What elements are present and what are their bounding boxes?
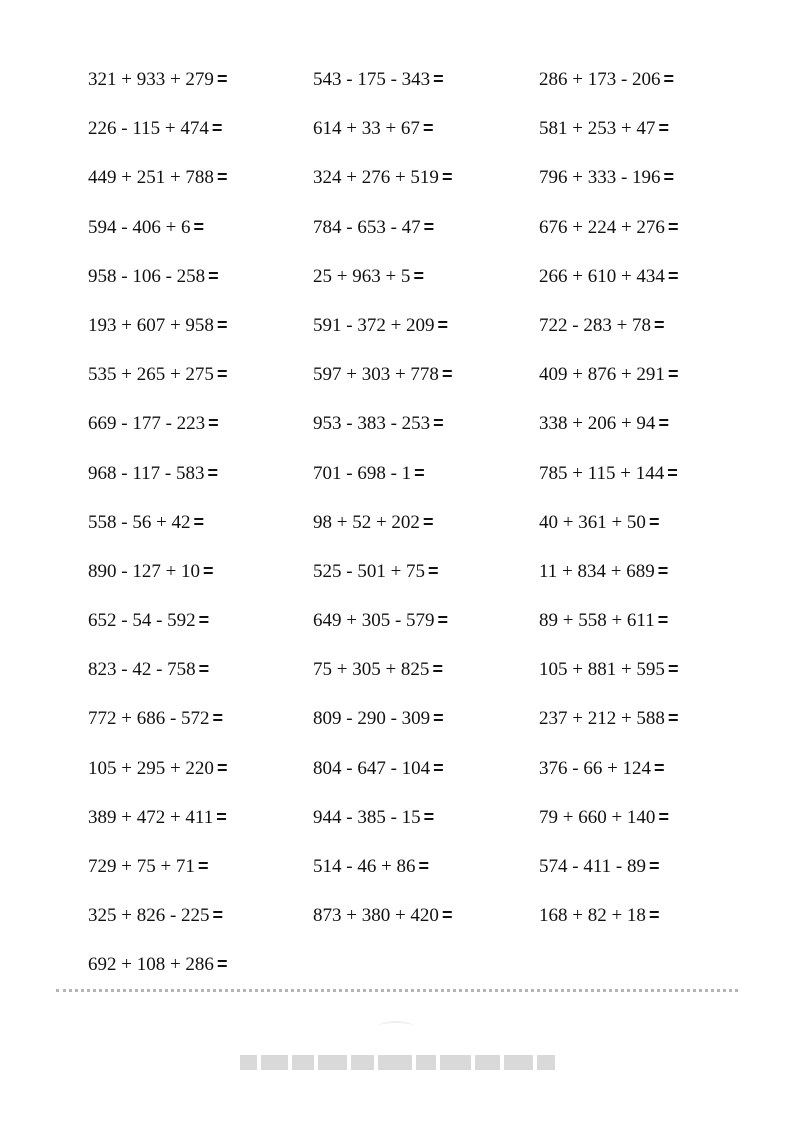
math-problem — [539, 66, 739, 115]
math-problem — [88, 705, 313, 754]
math-problem — [313, 853, 539, 902]
problem-expression: 89 + 558 + 611 — [539, 610, 655, 632]
equals-sign: = — [216, 954, 228, 975]
equals-sign: = — [433, 708, 444, 729]
problem-expression: 389 + 472 + 411 — [88, 806, 214, 828]
equals-sign: = — [437, 314, 449, 335]
math-problem — [88, 656, 313, 705]
problem-expression: 286 + 173 - 206 — [539, 69, 661, 90]
equals-sign: = — [216, 167, 228, 188]
problem-expression: 772 + 686 - 572 — [88, 708, 210, 730]
math-problem — [313, 656, 539, 705]
equals-sign: = — [667, 708, 679, 729]
math-problem — [313, 164, 539, 213]
equals-sign: = — [657, 560, 669, 581]
footer-logo-blur — [378, 1021, 414, 1033]
math-problem — [313, 755, 539, 804]
equals-sign: = — [422, 511, 434, 532]
problem-expression: 785 + 115 + 144 — [539, 462, 665, 484]
problem-expression: 669 - 177 - 223 — [88, 413, 206, 435]
math-problem — [539, 509, 739, 558]
math-problem — [88, 460, 313, 509]
math-problem — [313, 607, 539, 656]
equals-sign: = — [198, 610, 210, 631]
equals-sign: = — [212, 708, 224, 729]
equals-sign: = — [423, 216, 435, 237]
math-problem — [539, 607, 739, 656]
math-problem — [88, 853, 313, 902]
equals-sign: = — [667, 364, 679, 385]
math-problem — [539, 755, 739, 804]
equals-sign: = — [648, 856, 660, 876]
equals-sign: = — [663, 69, 675, 89]
equals-sign: = — [658, 413, 669, 434]
problem-expression: 168 + 82 + 18 — [539, 905, 646, 927]
problem-grid — [88, 66, 739, 1001]
math-problem — [88, 755, 313, 804]
equals-sign: = — [198, 659, 210, 680]
math-problem — [313, 214, 539, 263]
equals-sign: = — [663, 167, 675, 188]
problem-expression: 535 + 265 + 275 — [88, 364, 214, 386]
problem-expression: 237 + 212 + 588 — [539, 708, 665, 730]
problem-expression: 105 + 881 + 595 — [539, 659, 665, 681]
equals-sign: = — [658, 118, 669, 139]
math-problem — [313, 460, 539, 509]
equals-sign: = — [432, 659, 443, 680]
equals-sign: = — [207, 462, 218, 483]
problem-expression: 597 + 303 + 778 — [313, 364, 439, 386]
problem-expression: 614 + 33 + 67 — [313, 118, 420, 140]
math-problem — [313, 804, 539, 853]
math-problem — [88, 607, 313, 656]
math-problem — [88, 558, 313, 607]
equals-sign: = — [423, 806, 435, 827]
problem-expression: 105 + 295 + 220 — [88, 757, 214, 779]
problem-expression: 40 + 361 + 50 — [539, 511, 646, 533]
math-problem — [88, 115, 313, 164]
problem-expression: 525 - 501 + 75 — [313, 560, 426, 582]
problem-expression: 11 + 834 + 689 — [539, 560, 655, 582]
math-problem — [539, 263, 739, 312]
equals-sign: = — [667, 216, 679, 237]
math-problem — [313, 705, 539, 754]
math-problem — [88, 66, 313, 115]
problem-expression: 692 + 108 + 286 — [88, 954, 214, 976]
equals-sign: = — [414, 462, 425, 483]
problem-expression: 594 - 406 + 6 — [88, 216, 191, 238]
equals-sign: = — [208, 265, 219, 286]
problem-expression: 324 + 276 + 519 — [313, 167, 439, 189]
problem-expression: 701 - 698 - 1 — [313, 462, 412, 484]
problem-expression: 729 + 75 + 71 — [88, 856, 195, 877]
equals-sign: = — [216, 364, 228, 385]
problem-expression: 581 + 253 + 47 — [539, 118, 656, 140]
problem-expression: 325 + 826 - 225 — [88, 905, 210, 927]
math-problem — [313, 66, 539, 115]
math-problem — [88, 164, 313, 213]
problem-expression: 784 - 653 - 47 — [313, 216, 421, 238]
problem-expression: 953 - 383 - 253 — [313, 413, 431, 435]
equals-sign: = — [422, 118, 434, 139]
problem-expression: 226 - 115 + 474 — [88, 118, 209, 140]
equals-sign: = — [418, 856, 430, 876]
problem-expression: 321 + 933 + 279 — [88, 69, 214, 90]
equals-sign: = — [208, 413, 219, 434]
math-problem — [313, 410, 539, 459]
equals-sign: = — [413, 265, 424, 286]
equals-sign: = — [428, 560, 439, 581]
problem-expression: 804 - 647 - 104 — [313, 757, 431, 779]
equals-sign: = — [658, 806, 669, 827]
equals-sign: = — [441, 364, 453, 385]
problem-expression: 968 - 117 - 583 — [88, 462, 205, 484]
equals-sign: = — [441, 167, 453, 188]
equals-sign: = — [667, 659, 679, 680]
equals-sign: = — [667, 265, 679, 286]
equals-sign: = — [216, 69, 228, 89]
equals-sign: = — [216, 806, 227, 827]
problem-expression: 652 - 54 - 592 — [88, 610, 196, 632]
problem-expression: 543 - 175 - 343 — [313, 69, 431, 90]
math-problem — [88, 410, 313, 459]
equals-sign: = — [197, 856, 209, 876]
problem-expression: 574 - 411 - 89 — [539, 856, 646, 877]
problem-expression: 591 - 372 + 209 — [313, 314, 435, 336]
problem-expression: 890 - 127 + 10 — [88, 560, 201, 582]
equals-sign: = — [648, 905, 660, 926]
math-problem — [539, 853, 739, 902]
math-problem — [313, 263, 539, 312]
equals-sign: = — [212, 905, 224, 926]
math-problem — [88, 804, 313, 853]
equals-sign: = — [648, 511, 660, 532]
math-problem — [539, 804, 739, 853]
math-problem — [88, 951, 313, 1000]
equals-sign: = — [654, 757, 665, 778]
problem-expression: 75 + 305 + 825 — [313, 659, 430, 681]
equals-sign: = — [216, 757, 228, 778]
problem-expression: 823 - 42 - 758 — [88, 659, 196, 681]
math-problem — [539, 312, 739, 361]
problem-expression: 809 - 290 - 309 — [313, 708, 431, 730]
math-problem — [539, 656, 739, 705]
problem-expression: 944 - 385 - 15 — [313, 806, 421, 828]
math-problem — [313, 902, 539, 951]
math-problem — [88, 263, 313, 312]
problem-expression: 873 + 380 + 420 — [313, 905, 439, 927]
equals-sign: = — [193, 511, 205, 532]
math-problem — [88, 902, 313, 951]
math-problem — [539, 902, 739, 951]
problem-expression: 958 - 106 - 258 — [88, 265, 206, 287]
dotted-divider — [56, 989, 738, 992]
problem-expression: 266 + 610 + 434 — [539, 265, 665, 287]
math-problem — [539, 410, 739, 459]
problem-expression: 796 + 333 - 196 — [539, 167, 661, 189]
math-problem — [88, 361, 313, 410]
equals-sign: = — [667, 462, 678, 483]
problem-expression: 98 + 52 + 202 — [313, 511, 420, 533]
math-problem — [539, 115, 739, 164]
problem-expression: 722 - 283 + 78 — [539, 314, 652, 336]
math-problem — [88, 509, 313, 558]
math-problem — [313, 312, 539, 361]
equals-sign: = — [433, 69, 444, 89]
problem-expression: 514 - 46 + 86 — [313, 856, 416, 877]
problem-expression: 338 + 206 + 94 — [539, 413, 656, 435]
math-problem — [313, 509, 539, 558]
math-problem — [88, 214, 313, 263]
equals-sign: = — [433, 757, 444, 778]
problem-expression: 79 + 660 + 140 — [539, 806, 656, 828]
math-problem — [539, 460, 739, 509]
equals-sign: = — [441, 905, 453, 926]
problem-expression: 193 + 607 + 958 — [88, 314, 214, 336]
problem-expression: 558 - 56 + 42 — [88, 511, 191, 533]
equals-sign: = — [216, 314, 228, 335]
equals-sign: = — [211, 118, 223, 139]
equals-sign: = — [657, 610, 669, 631]
problem-expression: 649 + 305 - 579 — [313, 610, 435, 632]
footer-blurred-text — [240, 1055, 555, 1070]
math-problem — [539, 164, 739, 213]
problem-expression: 409 + 876 + 291 — [539, 364, 665, 386]
equals-sign: = — [193, 216, 205, 237]
equals-sign: = — [433, 413, 444, 434]
math-problem — [313, 558, 539, 607]
problem-expression: 376 - 66 + 124 — [539, 757, 652, 779]
math-problem — [539, 558, 739, 607]
math-problem — [88, 312, 313, 361]
problem-expression: 449 + 251 + 788 — [88, 167, 214, 189]
math-problem — [313, 361, 539, 410]
math-problem — [313, 115, 539, 164]
equals-sign: = — [654, 314, 665, 335]
equals-sign: = — [203, 560, 214, 581]
equals-sign: = — [437, 610, 449, 631]
math-problem — [539, 361, 739, 410]
problem-expression: 25 + 963 + 5 — [313, 265, 411, 287]
problem-expression: 676 + 224 + 276 — [539, 216, 665, 238]
math-problem — [539, 705, 739, 754]
math-problem — [539, 214, 739, 263]
